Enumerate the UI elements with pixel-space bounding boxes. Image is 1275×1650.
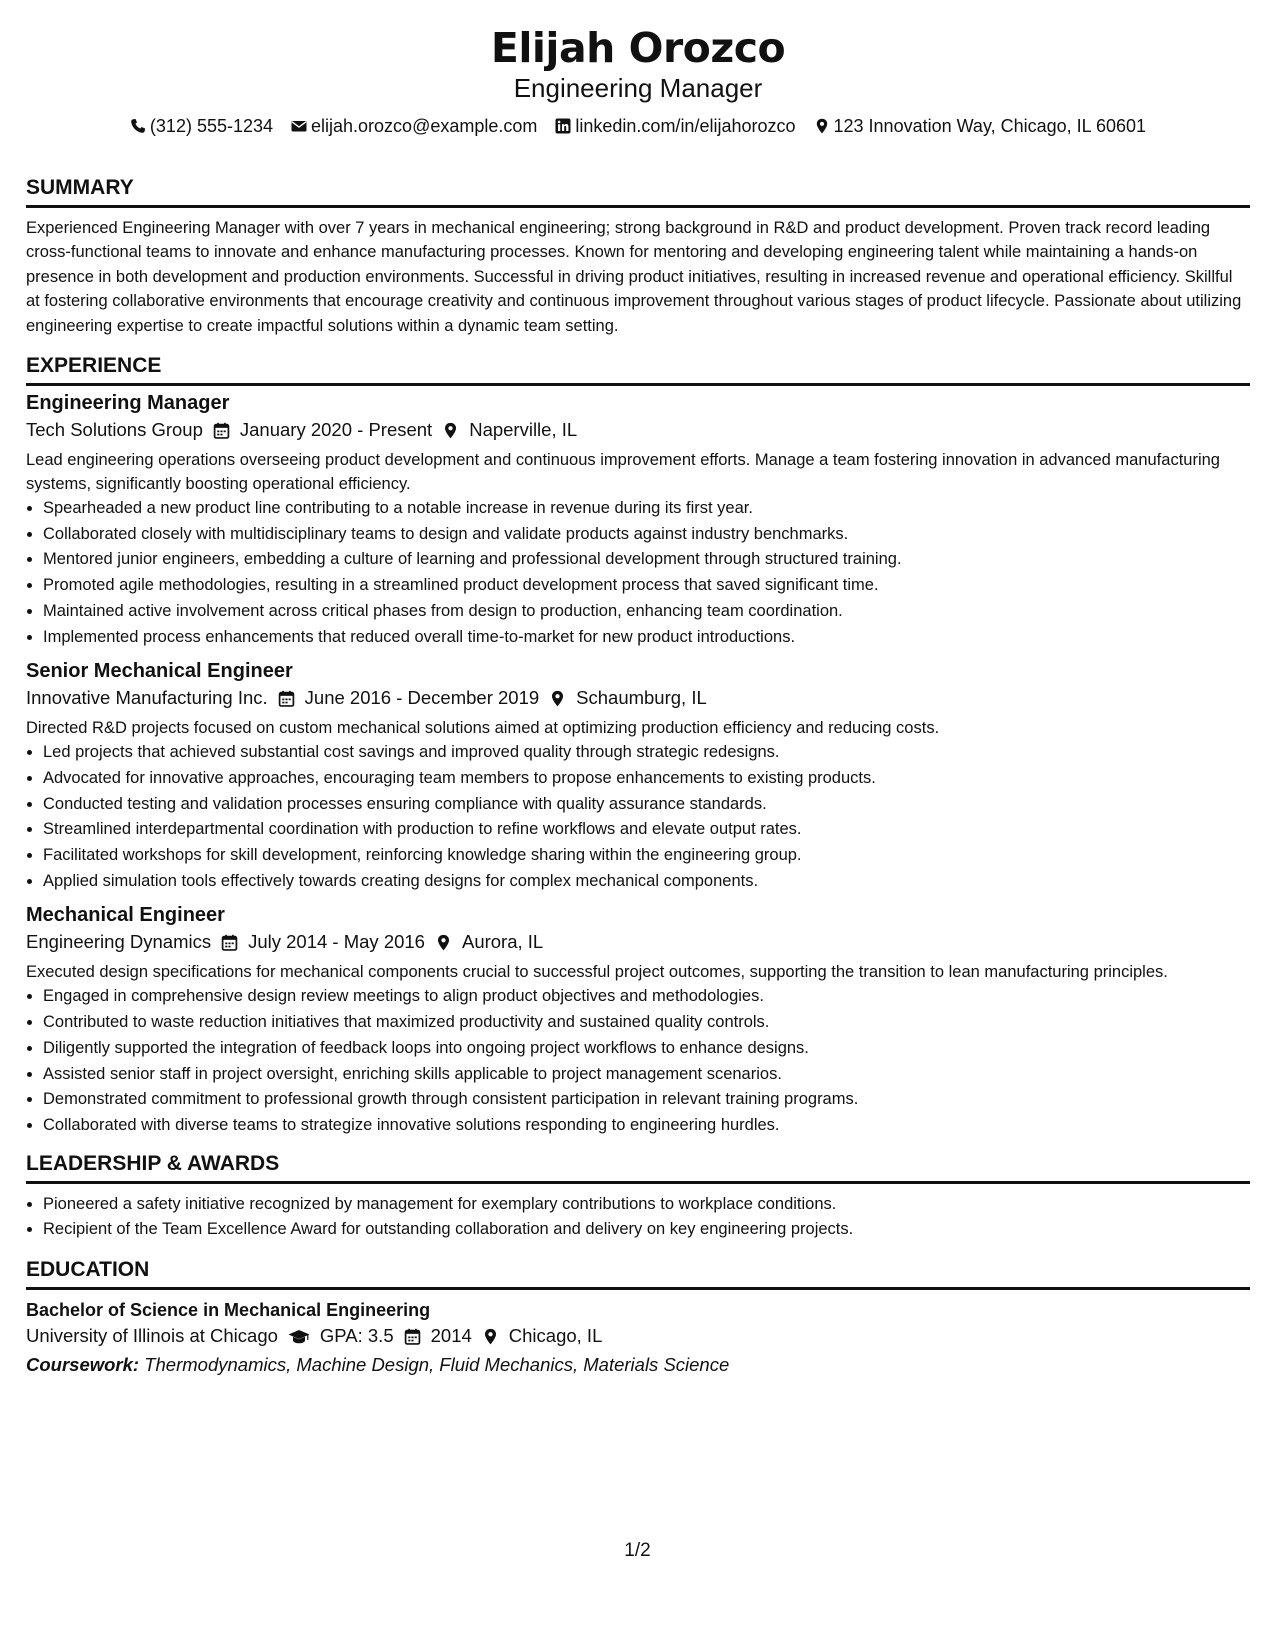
list-item: • Streamlined interdepartmental coordination with production to refine workflows and elevate output rates. xyxy=(43,817,1250,843)
graduation-year: 2014 xyxy=(430,1325,472,1347)
experience-section xyxy=(26,353,1250,1139)
leadership-heading: LEADERSHIP & AWARDS xyxy=(26,1151,1250,1184)
school-location: Chicago, IL xyxy=(508,1325,603,1347)
calendar-icon xyxy=(404,1328,421,1345)
job-bullets xyxy=(26,740,1250,894)
job-description: Lead engineering operations overseeing product development and continuous improvement efforts. Manage a team fostering innovation in advanced manufacturing systems, significantly boosting operational efficiency. xyxy=(26,451,1220,494)
job-description: Executed design specifications for mechanical components crucial to successful project outcomes, supporting the transition to lean manufacturing principles. xyxy=(26,963,1168,982)
leadership-section xyxy=(26,1151,1250,1243)
degree-title: Bachelor of Science in Mechanical Engineering xyxy=(26,1300,431,1321)
job-dates: July 2014 - May 2016 xyxy=(248,931,425,953)
job-meta xyxy=(26,928,1250,956)
list-item: • Spearheaded a new product line contributing to a notable increase in revenue during its first year. xyxy=(43,496,1250,522)
map-pin-icon xyxy=(482,1328,499,1345)
education-heading: EDUCATION xyxy=(26,1257,1250,1290)
map-pin-icon xyxy=(814,118,830,134)
coursework-label: Coursework: xyxy=(26,1354,140,1376)
job-title: Senior Mechanical Engineer xyxy=(26,660,293,683)
list-item: • Maintained active involvement across critical phases from design to production, enhancing team coordination. xyxy=(43,599,1250,625)
coursework-line xyxy=(26,1350,1250,1380)
job-entry xyxy=(26,902,1250,1138)
list-item: • Recipient of the Team Excellence Award for outstanding collaboration and delivery on key engineering projects. xyxy=(43,1217,1250,1243)
resume-header xyxy=(26,22,1250,137)
list-item: • Mentored junior engineers, embedding a culture of learning and professional development through structured training. xyxy=(43,547,1250,573)
map-pin-icon xyxy=(442,422,459,439)
list-item: • Demonstrated commitment to professional growth through consistent participation in relevant training programs. xyxy=(43,1087,1250,1113)
job-company: Innovative Manufacturing Inc. xyxy=(26,687,268,709)
job-description: Directed R&D projects focused on custom mechanical solutions aimed at optimizing production efficiency and reducing costs. xyxy=(26,719,940,738)
list-item: • Collaborated with diverse teams to strategize innovative solutions responding to engineering hurdles. xyxy=(43,1113,1250,1139)
phone-text: (312) 555-1234 xyxy=(149,116,274,136)
list-item: • Implemented process enhancements that reduced overall time-to-market for new product introductions. xyxy=(43,625,1250,651)
experience-heading: EXPERIENCE xyxy=(26,353,1250,386)
candidate-name: Elijah Orozco xyxy=(490,24,786,72)
map-pin-icon xyxy=(549,690,566,707)
list-item: • Assisted senior staff in project oversight, enriching skills applicable to project management scenarios. xyxy=(43,1062,1250,1088)
contact-bar xyxy=(26,115,1250,137)
job-bullets xyxy=(26,984,1250,1138)
list-item: • Diligently supported the integration of feedback loops into ongoing project workflows to enhance designs. xyxy=(43,1036,1250,1062)
education-section xyxy=(26,1257,1250,1380)
leadership-bullets xyxy=(26,1192,1250,1243)
job-meta xyxy=(26,416,1250,444)
job-location: Schaumburg, IL xyxy=(576,687,707,709)
list-item: • Conducted testing and validation processes ensuring compliance with quality assurance standards. xyxy=(43,792,1250,818)
job-location: Aurora, IL xyxy=(461,931,544,953)
list-item: • Contributed to waste reduction initiatives that maximized productivity and sustained quality controls. xyxy=(43,1010,1250,1036)
job-company: Tech Solutions Group xyxy=(26,419,203,441)
education-meta xyxy=(26,1322,1250,1350)
school-name: University of Illinois at Chicago xyxy=(26,1325,278,1347)
list-item: • Advocated for innovative approaches, encouraging team members to propose enhancements to existing products. xyxy=(43,766,1250,792)
resume-page xyxy=(26,22,1250,1380)
list-item: • Led projects that achieved substantial cost savings and improved quality through strategic redesigns. xyxy=(43,740,1250,766)
job-entry xyxy=(26,658,1250,894)
contact-phone xyxy=(130,115,273,137)
calendar-icon xyxy=(221,934,238,951)
job-dates: June 2016 - December 2019 xyxy=(304,687,540,709)
contact-linkedin[interactable] xyxy=(555,115,795,137)
job-bullets xyxy=(26,496,1250,650)
coursework-list: Thermodynamics, Machine Design, Fluid Mechanics, Materials Science xyxy=(144,1354,730,1376)
list-item: • Applied simulation tools effectively towards creating designs for complex mechanical components. xyxy=(43,869,1250,895)
contact-email[interactable] xyxy=(291,115,537,137)
job-meta xyxy=(26,684,1250,712)
email-link[interactable]: elijah.orozco@example.com xyxy=(311,116,538,136)
job-title: Mechanical Engineer xyxy=(26,904,225,927)
map-pin-icon xyxy=(435,934,452,951)
job-location: Naperville, IL xyxy=(469,419,578,441)
envelope-icon xyxy=(291,118,307,134)
job-company: Engineering Dynamics xyxy=(26,931,212,953)
summary-heading: SUMMARY xyxy=(26,175,1250,208)
linkedin-link[interactable]: linkedin.com/in/elijahorozco xyxy=(575,116,796,136)
list-item: • Pioneered a safety initiative recognized by management for exemplary contributions to workplace conditions. xyxy=(43,1192,1250,1218)
summary-text: Experienced Engineering Manager with over 7 years in mechanical engineering; strong background in R&D and product development. Proven track record leading cross-functional teams to innovate and enhance manufacturing processes. Known for mentoring and developing engineering talent while maintaining a hands-on presence in both development and production environments. Successful in driving product initiatives, resulting in increased revenue and operational efficiency. Skillful at fostering collaborative environments that encourage creativity and continuous improvement throughout various stages of product lifecycle. Passionate about utilizing engineering expertise to create impactful solutions within a dynamic team setting. xyxy=(26,219,1242,335)
phone-icon xyxy=(130,118,146,134)
gpa-text: GPA: 3.5 xyxy=(319,1325,394,1347)
list-item: • Collaborated closely with multidisciplinary teams to design and validate products against industry benchmarks. xyxy=(43,522,1250,548)
job-entry xyxy=(26,390,1250,650)
job-dates: January 2020 - Present xyxy=(239,419,433,441)
graduation-cap-icon xyxy=(288,1328,310,1345)
calendar-icon xyxy=(213,422,230,439)
summary-section xyxy=(26,175,1250,338)
job-title: Engineering Manager xyxy=(26,392,230,415)
list-item: • Promoted agile methodologies, resulting in a streamlined product development process that saved significant time. xyxy=(43,573,1250,599)
address-text: 123 Innovation Way, Chicago, IL 60601 xyxy=(833,116,1147,136)
list-item: • Facilitated workshops for skill development, reinforcing knowledge sharing within the engineering group. xyxy=(43,843,1250,869)
page-number: 1/2 xyxy=(624,1540,651,1561)
linkedin-icon xyxy=(555,118,571,134)
candidate-role: Engineering Manager xyxy=(513,73,763,103)
list-item: • Engaged in comprehensive design review meetings to align product objectives and methodologies. xyxy=(43,984,1250,1010)
contact-address xyxy=(814,115,1147,137)
calendar-icon xyxy=(278,690,295,707)
